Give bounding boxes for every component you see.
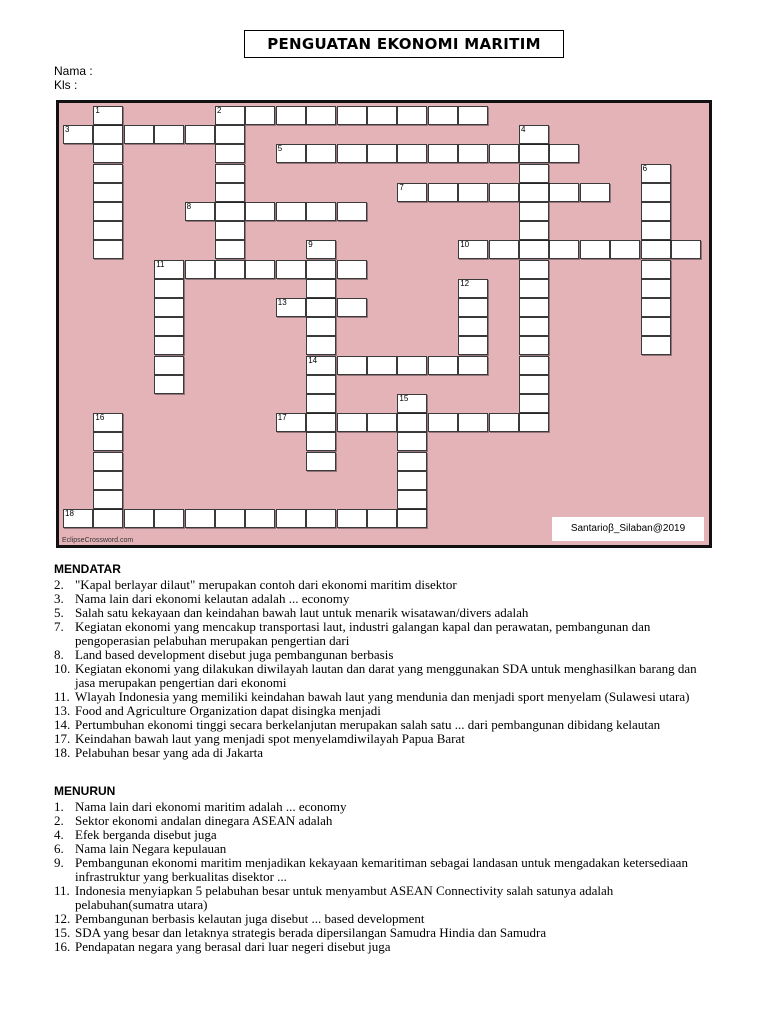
clue-item	[54, 926, 714, 940]
grid-cell[interactable]	[367, 144, 397, 163]
grid-cell[interactable]	[519, 317, 549, 336]
grid-cell[interactable]	[276, 509, 306, 528]
grid-cell[interactable]	[458, 106, 488, 125]
clue-text: Food and Agriculture Organization dapat disingka menjadi	[75, 703, 381, 718]
clues-down-list	[54, 800, 714, 954]
clue-text: Kegiatan ekonomi yang mencakup transportasi laut, industri galangan kapal dan perawatan, pembangunan dan pengoperasian pelabuhan merupakan pengertian dari	[75, 619, 651, 648]
grid-cell[interactable]	[397, 356, 427, 375]
grid-cell[interactable]	[489, 413, 519, 432]
grid-cell[interactable]	[337, 106, 367, 125]
clue-text: Land based development disebut juga pembangunan berbasis	[75, 647, 394, 662]
grid-cell[interactable]	[641, 240, 671, 259]
grid-cell[interactable]	[337, 509, 367, 528]
grid-cell[interactable]	[245, 260, 275, 279]
grid-cell[interactable]	[458, 298, 488, 317]
grid-cell[interactable]	[641, 279, 671, 298]
grid-cell[interactable]	[458, 413, 488, 432]
grid-cell[interactable]	[641, 336, 671, 355]
grid-cell[interactable]	[458, 317, 488, 336]
clue-number-label: 4	[521, 125, 526, 135]
clue-text: Wlayah Indonesia yang memiliki keindahan bawah laut yang mendunia dan menjadi sport menyelam (Sulawesi utara)	[75, 689, 690, 704]
grid-cell[interactable]	[93, 221, 123, 240]
grid-cell[interactable]	[458, 336, 488, 355]
grid-cell[interactable]	[215, 260, 245, 279]
clue-item	[54, 746, 714, 760]
grid-cell[interactable]	[549, 240, 579, 259]
clue-text: Efek berganda disebut juga	[75, 827, 217, 842]
clue-number: 2.	[54, 577, 64, 592]
grid-cell[interactable]	[306, 260, 336, 279]
clues-down-heading: MENURUN	[54, 784, 116, 798]
grid-cell[interactable]	[306, 298, 336, 317]
clue-item	[54, 800, 714, 814]
clue-text: Pembangunan berbasis kelautan juga disebut ... based development	[75, 911, 425, 926]
grid-cell[interactable]	[428, 356, 458, 375]
clue-number: 15.	[54, 925, 71, 940]
grid-cell[interactable]	[549, 144, 579, 163]
grid-cell[interactable]	[185, 509, 215, 528]
grid-cell[interactable]	[671, 240, 701, 259]
grid-cell[interactable]	[306, 317, 336, 336]
grid-cell[interactable]	[306, 509, 336, 528]
grid-cell[interactable]	[215, 144, 245, 163]
grid-cell[interactable]	[276, 260, 306, 279]
clue-number-label: 8	[186, 202, 192, 211]
crossword-grid	[56, 100, 712, 548]
grid-cell[interactable]	[154, 375, 184, 394]
grid-cell[interactable]	[337, 298, 367, 317]
clue-number: 17.	[54, 731, 71, 746]
grid-cell[interactable]	[519, 240, 549, 259]
grid-cell[interactable]	[93, 452, 123, 471]
grid-cell[interactable]	[337, 202, 367, 221]
grid-cell[interactable]	[519, 336, 549, 355]
name-field-label: Nama :	[54, 64, 93, 78]
clue-number: 8.	[54, 647, 64, 662]
grid-cell[interactable]	[93, 509, 123, 528]
clues-across-list	[54, 578, 714, 760]
clue-number-label: 18	[65, 509, 74, 519]
grid-cell[interactable]	[397, 509, 427, 528]
grid-cell[interactable]	[93, 471, 123, 490]
grid-cell[interactable]	[580, 240, 610, 259]
grid-cell[interactable]	[519, 413, 549, 432]
grid-cell[interactable]	[489, 183, 519, 202]
grid-cell[interactable]	[519, 356, 549, 375]
grid-cell[interactable]	[641, 202, 671, 221]
clue-number: 12.	[54, 911, 71, 926]
clue-number: 14.	[54, 717, 71, 732]
grid-cell[interactable]	[519, 144, 549, 163]
clue-text: Keindahan bawah laut yang menjadi spot menyelamdiwilayah Papua Barat	[75, 731, 465, 746]
clue-number: 4.	[54, 827, 64, 842]
clue-text: Pelabuhan besar yang ada di Jakarta	[75, 745, 264, 760]
clue-item	[54, 648, 714, 662]
grid-cell[interactable]	[337, 144, 367, 163]
grid-cell[interactable]	[306, 452, 336, 471]
grid-cell[interactable]	[458, 144, 488, 163]
clue-item	[54, 718, 714, 732]
grid-cell[interactable]	[458, 356, 488, 375]
title-box	[244, 30, 564, 58]
grid-cell[interactable]	[428, 183, 458, 202]
grid-cell[interactable]	[154, 336, 184, 355]
clue-number-label: 3	[65, 125, 70, 135]
clue-number: 2.	[54, 813, 64, 828]
grid-cell[interactable]	[245, 106, 275, 125]
grid-cell[interactable]	[306, 432, 336, 451]
grid-cell[interactable]	[397, 452, 427, 471]
clue-number-label: 9	[308, 240, 313, 250]
grid-cell[interactable]	[519, 375, 549, 394]
grid-cell[interactable]	[549, 183, 579, 202]
grid-cell[interactable]	[93, 490, 123, 509]
grid-cell[interactable]	[306, 394, 336, 413]
clue-item	[54, 856, 714, 884]
clue-text: Pendapatan negara yang berasal dari luar negeri disebut juga	[75, 939, 391, 954]
grid-cell[interactable]	[641, 221, 671, 240]
grid-cell[interactable]	[93, 125, 123, 144]
grid-cell[interactable]	[641, 298, 671, 317]
grid-cell[interactable]	[519, 221, 549, 240]
clue-text: Indonesia menyiapkan 5 pelabuhan besar untuk menyambut ASEAN Connectivity salah satunya adalah pelabuhan(sumatra utara)	[75, 883, 614, 912]
clue-item	[54, 662, 714, 690]
clues-down-section	[54, 784, 714, 954]
clue-number: 10.	[54, 661, 71, 676]
clue-number-label: 14	[308, 355, 318, 365]
clue-item	[54, 690, 714, 704]
clue-number-label: 2	[217, 106, 222, 115]
clue-text: Pembangunan ekonomi maritim menjadikan kekayaan kemaritiman sebagai landasan untuk mengadakan ketersediaan infrastruktur yang berkualitas disektor ...	[75, 855, 688, 884]
clue-text: Kegiatan ekonomi yang dilakukan diwilayah lautan dan darat yang menggunakan SDA untuk menghasilkan barang dan jasa merupakan pengertian dari ekonomi	[75, 661, 697, 690]
grid-cell[interactable]	[610, 240, 640, 259]
clue-number: 6.	[54, 841, 64, 856]
clue-item	[54, 912, 714, 926]
clue-number-label: 7	[399, 182, 404, 192]
grid-cell[interactable]	[154, 317, 184, 336]
grid-cell[interactable]	[185, 125, 215, 144]
grid-cell[interactable]	[276, 106, 306, 125]
clue-item	[54, 814, 714, 828]
grid-cell[interactable]	[397, 144, 427, 163]
clue-number-label: 11	[156, 259, 165, 269]
grid-cell[interactable]	[519, 394, 549, 413]
grid-cell[interactable]	[641, 183, 671, 202]
grid-cell[interactable]	[215, 240, 245, 259]
grid-cell[interactable]	[428, 413, 458, 432]
clue-number-label: 16	[95, 413, 105, 423]
clue-item	[54, 606, 714, 620]
grid-cell[interactable]	[367, 509, 397, 528]
grid-cell[interactable]	[215, 183, 245, 202]
grid-cell[interactable]	[306, 106, 336, 125]
clue-number-label: 6	[642, 163, 648, 173]
page-title: PENGUATAN EKONOMI MARITIM	[267, 35, 541, 53]
grid-cell[interactable]	[93, 144, 123, 163]
clue-number-label: 12	[460, 278, 470, 288]
grid-cell[interactable]	[245, 509, 275, 528]
grid-cell[interactable]	[215, 509, 245, 528]
clue-number: 3.	[54, 591, 64, 606]
clue-item	[54, 884, 714, 912]
grid-cell[interactable]	[397, 106, 427, 125]
clue-number: 13.	[54, 703, 71, 718]
grid-cell[interactable]	[93, 240, 123, 259]
grid-cell[interactable]	[397, 490, 427, 509]
grid-cell[interactable]	[154, 509, 184, 528]
clue-text: Nama lain dari ekonomi kelautan adalah ... economy	[75, 591, 350, 606]
grid-cell[interactable]	[276, 202, 306, 221]
grid-cell[interactable]	[93, 164, 123, 183]
grid-cell[interactable]	[337, 356, 367, 375]
clue-item	[54, 842, 714, 856]
clue-item	[54, 732, 714, 746]
clues-across-section	[54, 562, 714, 760]
clue-text: Nama lain Negara kepulauan	[75, 841, 227, 856]
grid-cell[interactable]	[337, 260, 367, 279]
grid-cell[interactable]	[580, 183, 610, 202]
grid-cell[interactable]	[154, 356, 184, 375]
grid-cell[interactable]	[93, 183, 123, 202]
grid-cell[interactable]	[154, 125, 184, 144]
clue-number-label: 13	[277, 298, 287, 307]
clue-number: 16.	[54, 939, 71, 954]
grid-cell[interactable]	[93, 432, 123, 451]
clue-number: 7.	[54, 619, 64, 634]
grid-cell[interactable]	[124, 509, 154, 528]
class-field-label: Kls :	[54, 78, 78, 92]
grid-cell[interactable]	[306, 375, 336, 394]
grid-cell[interactable]	[641, 317, 671, 336]
grid-cell[interactable]	[428, 106, 458, 125]
grid-cell[interactable]	[458, 183, 488, 202]
clue-text: Sektor ekonomi andalan dinegara ASEAN adalah	[75, 813, 333, 828]
grid-cell[interactable]	[519, 298, 549, 317]
grid-cell[interactable]	[641, 260, 671, 279]
grid-cell[interactable]	[215, 202, 245, 221]
clue-number: 11.	[54, 689, 70, 704]
grid-cell[interactable]	[519, 260, 549, 279]
grid-cell[interactable]	[397, 413, 427, 432]
grid-cell[interactable]	[215, 125, 245, 144]
clue-number: 9.	[54, 855, 64, 870]
grid-cell[interactable]	[519, 183, 549, 202]
clue-number-label: 10	[460, 240, 470, 250]
clue-item	[54, 620, 714, 648]
clue-text: Nama lain dari ekonomi maritim adalah ... economy	[75, 799, 347, 814]
grid-cell[interactable]	[245, 202, 275, 221]
grid-cell[interactable]	[306, 413, 336, 432]
clue-text: Salah satu kekayaan dan keindahan bawah laut untuk menarik wisatawan/divers adalah	[75, 605, 529, 620]
grid-cell[interactable]	[154, 298, 184, 317]
grid-cell[interactable]	[337, 413, 367, 432]
grid-cell[interactable]	[519, 164, 549, 183]
grid-cell[interactable]	[489, 144, 519, 163]
grid-cell[interactable]	[519, 279, 549, 298]
clue-item	[54, 578, 714, 592]
clue-item	[54, 940, 714, 954]
grid-cell[interactable]	[306, 144, 336, 163]
clue-number: 18.	[54, 745, 71, 760]
clue-number: 5.	[54, 605, 64, 620]
grid-cell[interactable]	[215, 221, 245, 240]
clue-number-label: 5	[277, 144, 283, 154]
grid-cell[interactable]	[185, 260, 215, 279]
clue-item	[54, 828, 714, 842]
grid-cell[interactable]	[215, 164, 245, 183]
clue-number: 1.	[54, 799, 64, 814]
grid-cell[interactable]	[367, 413, 397, 432]
grid-cell[interactable]	[367, 356, 397, 375]
clue-number-label: 17	[277, 413, 287, 423]
watermark: EclipseCrossword.com	[62, 537, 134, 544]
grid-cell[interactable]	[367, 106, 397, 125]
grid-cell[interactable]	[489, 240, 519, 259]
clue-text: "Kapal berlayar dilaut" merupakan contoh dari ekonomi maritim disektor	[75, 577, 457, 592]
grid-cell[interactable]	[154, 279, 184, 298]
grid-cell[interactable]	[428, 144, 458, 163]
grid-cell[interactable]	[519, 202, 549, 221]
clue-item	[54, 592, 714, 606]
grid-cell[interactable]	[397, 432, 427, 451]
grid-cell[interactable]	[306, 336, 336, 355]
clue-text: Pertumbuhan ekonomi tinggi secara berkelanjutan merupakan salah satu ... dari pembangunan dibidang kelautan	[75, 717, 661, 732]
clue-text: SDA yang besar dan letaknya strategis berada dipersilangan Samudra Hindia dan Samudra	[75, 925, 547, 940]
grid-cell[interactable]	[124, 125, 154, 144]
credit-label: Santarioβ_Silaban@2019	[552, 517, 704, 541]
grid-cell[interactable]	[93, 202, 123, 221]
clue-number-label: 15	[399, 394, 409, 403]
clue-number-label: 1	[95, 106, 100, 115]
grid-cell[interactable]	[306, 279, 336, 298]
clue-number: 11.	[54, 883, 70, 898]
grid-cell[interactable]	[306, 202, 336, 221]
clues-across-heading: MENDATAR	[54, 562, 121, 576]
clue-item	[54, 704, 714, 718]
grid-cell[interactable]	[397, 471, 427, 490]
